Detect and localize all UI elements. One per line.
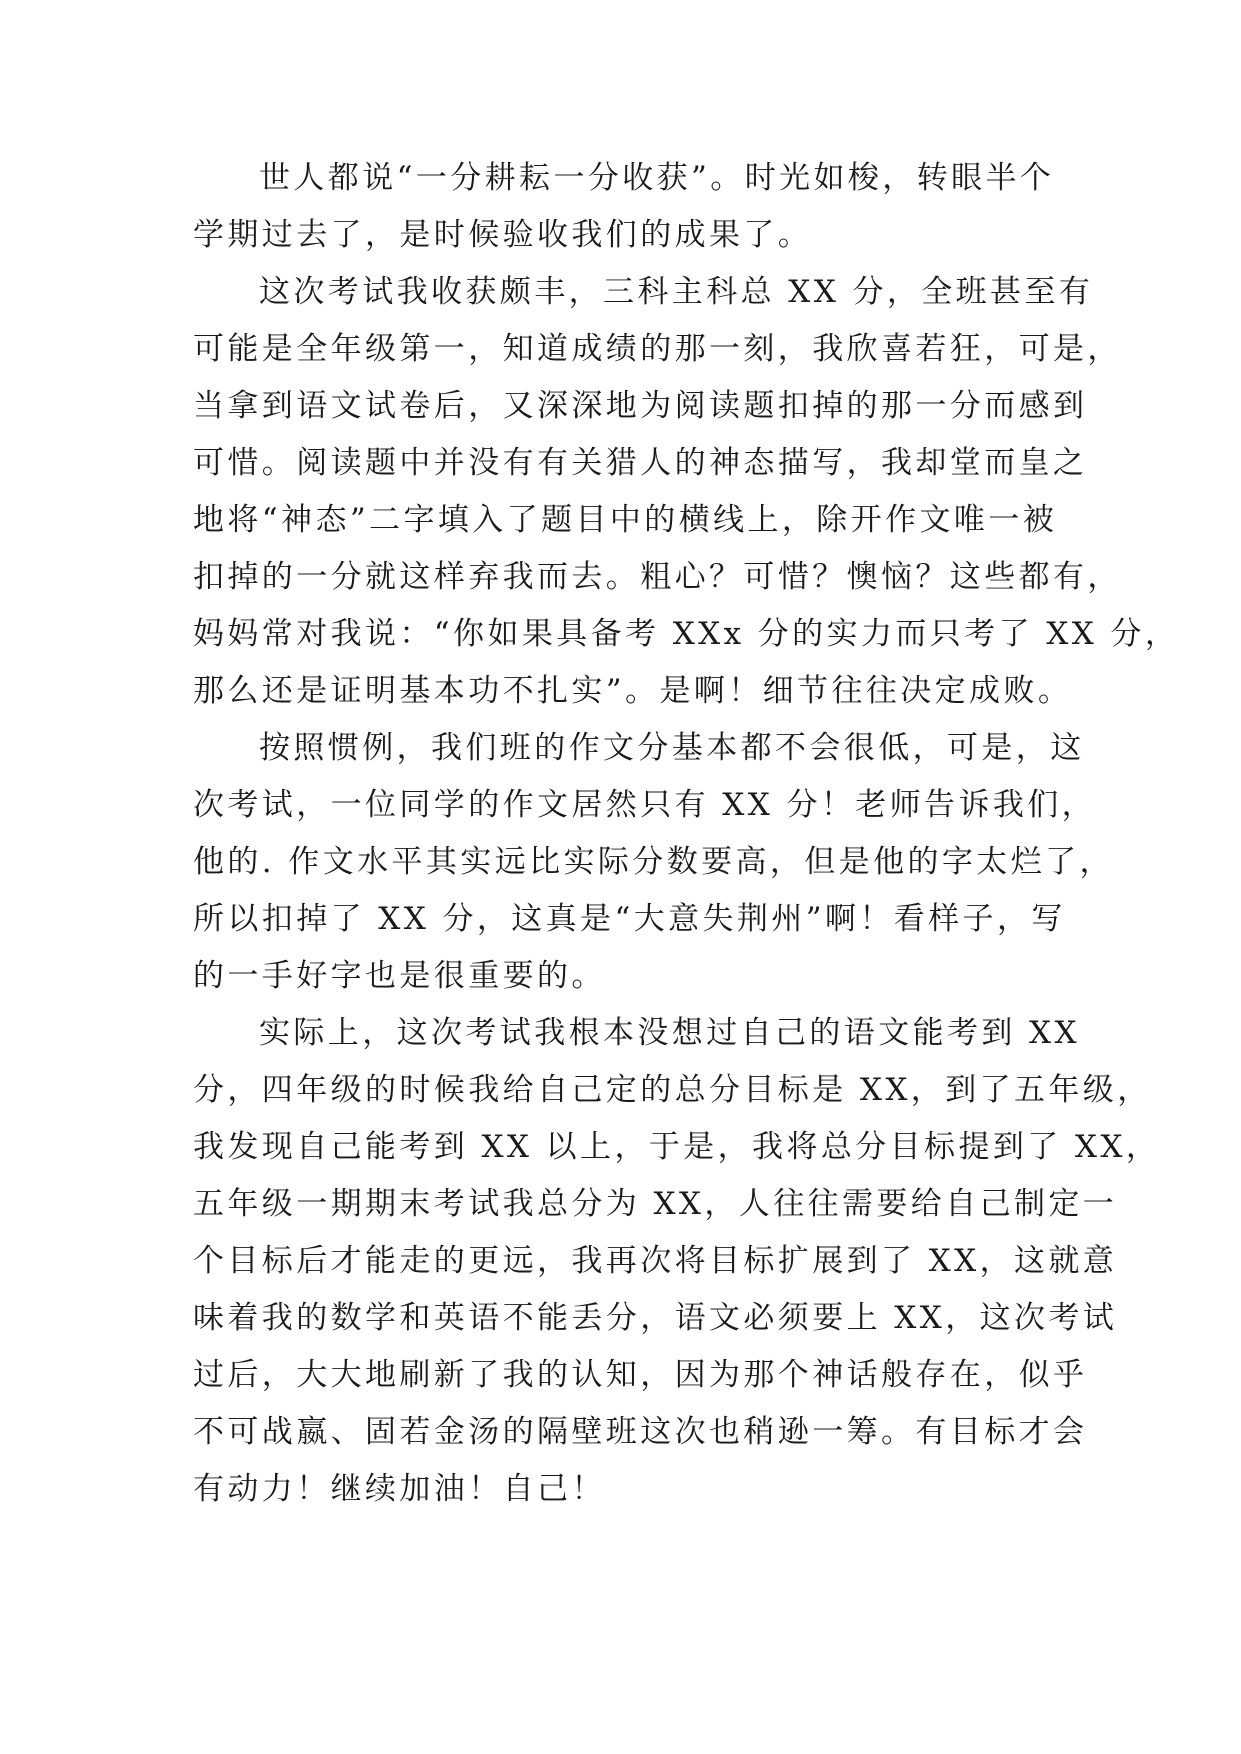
essay-body [193, 150, 1180, 1518]
paragraph-1 [193, 150, 1053, 264]
text-line: 可能是全年级第一，知道成绩的那一刻，我欣喜若狂，可是， [193, 331, 1122, 367]
text-line: 当拿到语文试卷后，又深深地为阅读题扣掉的那一分而感到 [193, 388, 1088, 424]
text-line: 个目标后才能走的更远，我再次将目标扩展到了 XX，这就意 [193, 1243, 1118, 1279]
text-line: 这次考试我收获颇丰，三科主科总 XX 分，全班甚至有 [259, 274, 1094, 310]
text-line: 可惜。阅读题中并没有有关猎人的神态描写，我却堂而皇之 [193, 445, 1088, 481]
text-line: 的一手好字也是很重要的。 [193, 958, 606, 994]
text-line: 分，四年级的时候我给自己定的总分目标是 XX，到了五年级， [193, 1072, 1152, 1108]
text-line: 不可战嬴、固若金汤的隔壁班这次也稍逊一筹。有目标才会 [193, 1414, 1088, 1450]
paragraph-3 [193, 720, 1114, 1005]
text-line: 地将“神态”二字填入了题目中的横线上，除开作文唯一被 [193, 502, 1058, 538]
text-line: 五年级一期期末考试我总分为 XX，人往往需要给自己制定一 [193, 1186, 1118, 1222]
text-line: 扣掉的一分就这样弃我而去。粗心？可惜？懊恼？这些都有， [193, 559, 1122, 595]
text-line: 妈妈常对我说：“你如果具备考 XXx 分的实力而只考了 XX 分， [193, 616, 1180, 652]
text-line: 次考试，一位同学的作文居然只有 XX 分！老师告诉我们， [193, 787, 1097, 823]
text-line: 味着我的数学和英语不能丢分，语文必须要上 XX，这次考试 [193, 1300, 1118, 1336]
text-line: 按照惯例，我们班的作文分基本都不会很低，可是，这 [259, 730, 1085, 766]
text-line: 所以扣掉了 XX 分，这真是“大意失荆州”啊！看样子，写 [193, 901, 1066, 937]
text-line: 实际上，这次考试我根本没想过自己的语文能考到 XX [259, 1015, 1080, 1051]
text-line: 学期过去了，是时候验收我们的成果了。 [193, 217, 813, 253]
text-line: 过后，大大地刷新了我的认知，因为那个神话般存在，似乎 [193, 1357, 1088, 1393]
text-line: 那么还是证明基本功不扎实”。是啊！细节往往决定成败。 [193, 673, 1073, 709]
paragraph-2 [193, 264, 1180, 720]
text-line: 他的. 作文水平其实远比实际分数要高，但是他的字太烂了， [193, 844, 1114, 880]
text-line: 有动力！继续加油！自己！ [193, 1471, 606, 1507]
text-line: 我发现自己能考到 XX 以上，于是，我将总分目标提到了 XX， [193, 1129, 1161, 1165]
text-line: 世人都说“一分耕耘一分收获”。时光如梭，转眼半个 [259, 160, 1055, 196]
paragraph-4 [193, 1005, 1161, 1518]
